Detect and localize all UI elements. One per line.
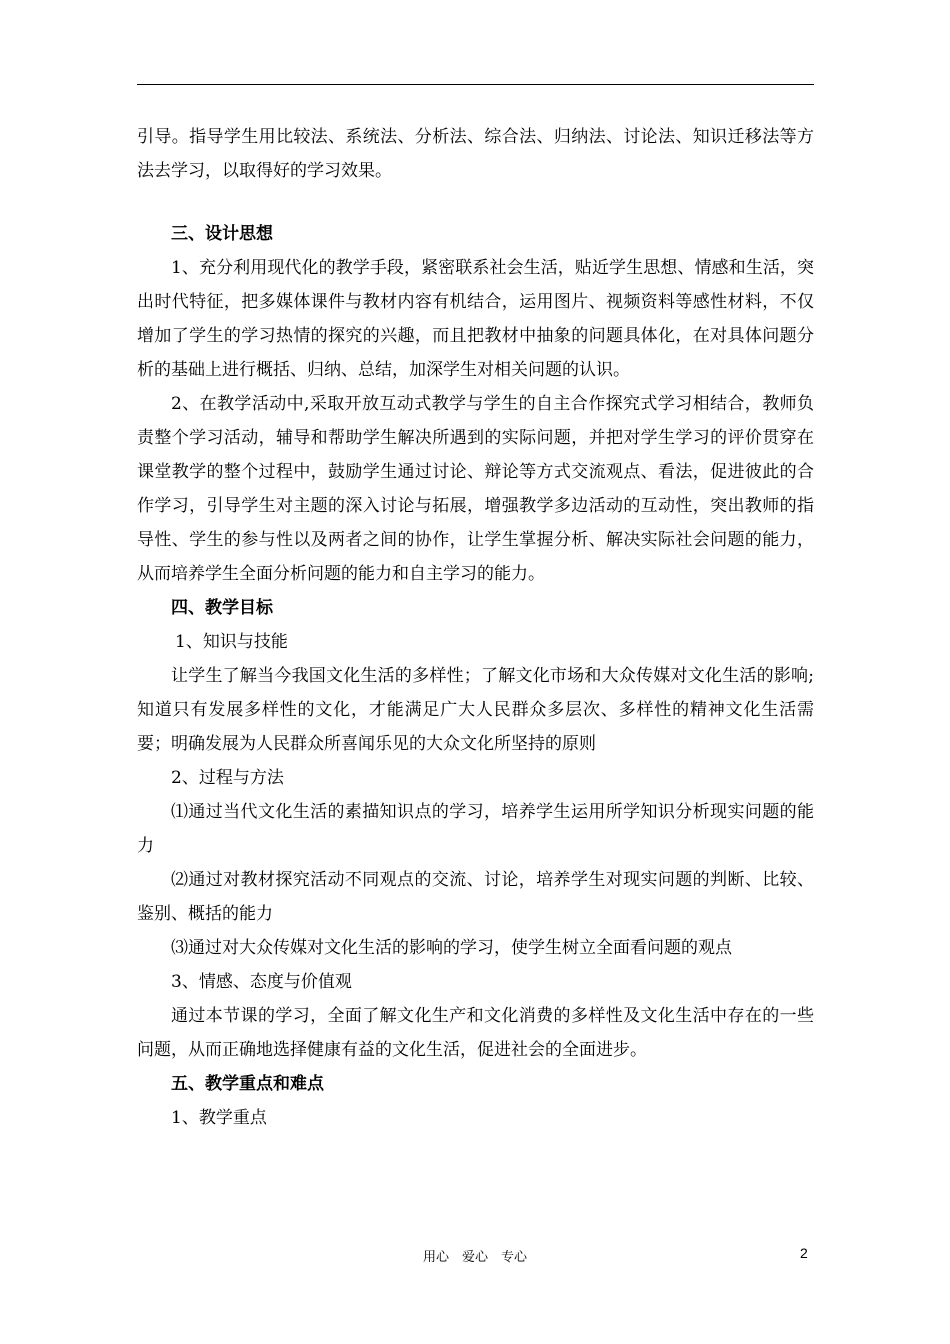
list-item-process-3: ⑶通过对大众传媒对文化生活的影响的学习，使学生树立全面看问题的观点 (171, 938, 732, 958)
list-item-process-2: ⑵通过对教材探究活动不同观点的交流、讨论，培养学生对现实问题的判断、比较、鉴别、概括的能力 (137, 870, 814, 924)
heading-teaching-goals: 四、教学目标 (171, 598, 273, 618)
heading-key-points: 五、教学重点和难点 (171, 1074, 324, 1094)
heading-design-thinking: 三、设计思想 (171, 224, 273, 244)
spacer (137, 188, 814, 217)
subheading-key-point-1: 1、教学重点 (171, 1108, 267, 1128)
paragraph-design-1: 1、充分利用现代化的教学手段，紧密联系社会生活，贴近学生思想、情感和生活，突出时代特征，把多媒体课件与教材内容有机结合，运用图片、视频资料等感性材料，不仅增加了学生的学习热情的探究的兴趣，而且把教材中抽象的问题具体化，在对具体问题分析的基础上进行概括、归纳、总结，加深学生对相关问题的认识。 (137, 258, 814, 380)
list-item-process-1: ⑴通过当代文化生活的素描知识点的学习，培养学生运用所学知识分析现实问题的能力 (137, 802, 814, 856)
header-rule (137, 84, 814, 85)
paragraph-emotion: 通过本节课的学习，全面了解文化生产和文化消费的多样性及文化生活中存在的一些问题，从而正确地选择健康有益的文化生活，促进社会的全面进步。 (137, 1006, 814, 1060)
subheading-emotion-values: 3、情感、态度与价值观 (171, 972, 352, 992)
subheading-process-method: 2、过程与方法 (171, 768, 284, 788)
document-body (137, 120, 814, 1135)
footer-motto: 用心 爱心 专心 (422, 1250, 527, 1265)
page-number: 2 (800, 1245, 808, 1261)
subheading-knowledge-skills: 1、知识与技能 (175, 632, 288, 652)
paragraph-intro: 引导。指导学生用比较法、系统法、分析法、综合法、归纳法、讨论法、知识迁移法等方法去学习，以取得好的学习效果。 (137, 127, 814, 181)
paragraph-knowledge: 让学生了解当今我国文化生活的多样性；了解文化市场和大众传媒对文化生活的影响;知道只有发展多样性的文化，才能满足广大人民群众多层次、多样性的精神文化生活需要；明确发展为人民群众所喜闻乐见的大众文化所坚持的原则 (137, 666, 814, 754)
paragraph-design-2: 2、在教学活动中,采取开放互动式教学与学生的自主合作探究式学习相结合，教师负责整个学习活动，辅导和帮助学生解决所遇到的实际问题，并把对学生学习的评价贯穿在课堂教学的整个过程中，鼓励学生通过讨论、辩论等方式交流观点、看法，促进彼此的合作学习，引导学生对主题的深入讨论与拓展，增强教学多边活动的互动性，突出教师的指导性、学生的参与性以及两者之间的协作，让学生掌握分析、解决实际社会问题的能力，从而培养学生全面分析问题的能力和自主学习的能力。 (137, 394, 814, 584)
